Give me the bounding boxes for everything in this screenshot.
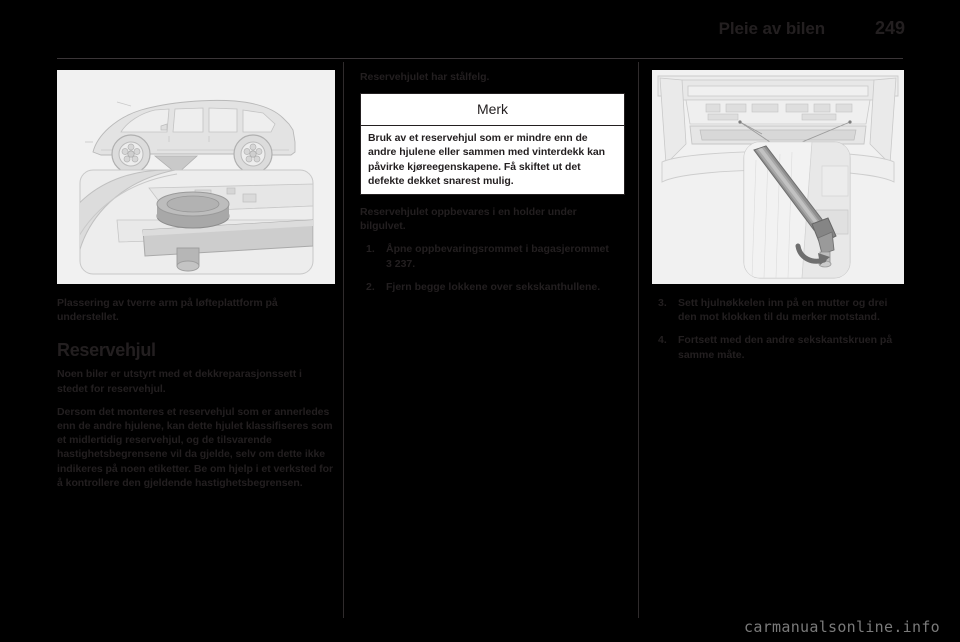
figure-caption-left — [57, 296, 335, 324]
section-heading-spare-wheel: Reservehjul — [57, 340, 156, 361]
steps-list-middle — [360, 242, 625, 294]
list-item — [652, 296, 904, 324]
note-body — [361, 126, 624, 194]
watermark: carmanualsonline.info — [744, 618, 940, 636]
step-text: Fortsett med den andre sekskantskruen på samme måte. — [678, 334, 893, 361]
header-divider-rule — [57, 58, 903, 59]
step-text-tail: . — [412, 257, 416, 270]
list-item — [652, 333, 904, 361]
page-header — [55, 18, 905, 44]
figure-jack-point — [57, 70, 335, 284]
left-column — [57, 70, 335, 499]
middle-column — [360, 70, 625, 303]
note-title: Merk — [361, 94, 624, 126]
boot-floor-illustration — [652, 70, 904, 284]
left-paragraph-1: Noen biler er utstyrt med et dekkreparasjonssett i stedet for reservehjul. — [57, 368, 302, 395]
step-number: 1. — [366, 243, 375, 256]
page-title: Pleie av bilen — [718, 19, 825, 38]
step-number: 4. — [658, 334, 667, 347]
right-column — [652, 70, 904, 371]
list-item — [360, 280, 625, 294]
left-paragraph-2: Dersom det monteres et reservehjul som er annerledes enn de andre hjulene, kan dette hjulet klassifiseres som et midlertidig reservehjul, og de tilsvarende hastighetsbegrensene vil da gjelde, selv om dette ikke indikeres på noen etiketter. Be om hjelp i et verksted for å kontrollere den gjeldende hastighetsbegrensen. — [57, 405, 334, 489]
column-divider-right — [638, 62, 639, 618]
step-text: Åpne oppbevaringsrommet i bagasjerommet — [386, 243, 609, 256]
step-number: 2. — [366, 280, 375, 293]
spare-wheel-storage-text: Reservehjulet oppbevares i en holder under bilgulvet. — [360, 206, 577, 233]
page-number: 249 — [874, 18, 905, 38]
list-item — [360, 242, 625, 270]
spare-wheel-intro-text: Reservehjulet har stålfelg. — [360, 71, 490, 83]
step-text: Sett hjulnøkkelen inn på en mutter og drei den mot klokken til du merker motstand. — [678, 297, 888, 324]
steps-list-right — [652, 296, 904, 362]
note-body-text: Bruk av et reservehjul som er mindre enn de andre hjulene eller sammen med vinterdekk kan påvirke kjøreegenskapene. Få skiftet ut det defekte dekket snarest mulig. — [368, 132, 606, 187]
cross-reference-link[interactable]: 3 237 — [386, 257, 413, 270]
column-divider-left — [343, 62, 344, 618]
note-box — [360, 93, 625, 195]
figure-boot-winch — [652, 70, 904, 284]
car-side-view-illustration — [57, 70, 335, 284]
figure-caption-left-text: Plassering av tverre arm på løfteplattform på understellet. — [57, 297, 278, 324]
step-number: 3. — [658, 297, 667, 309]
right-steps-wrapper — [652, 296, 904, 362]
step-text: Fjern begge lokkene over sekskanthullene. — [386, 280, 601, 293]
